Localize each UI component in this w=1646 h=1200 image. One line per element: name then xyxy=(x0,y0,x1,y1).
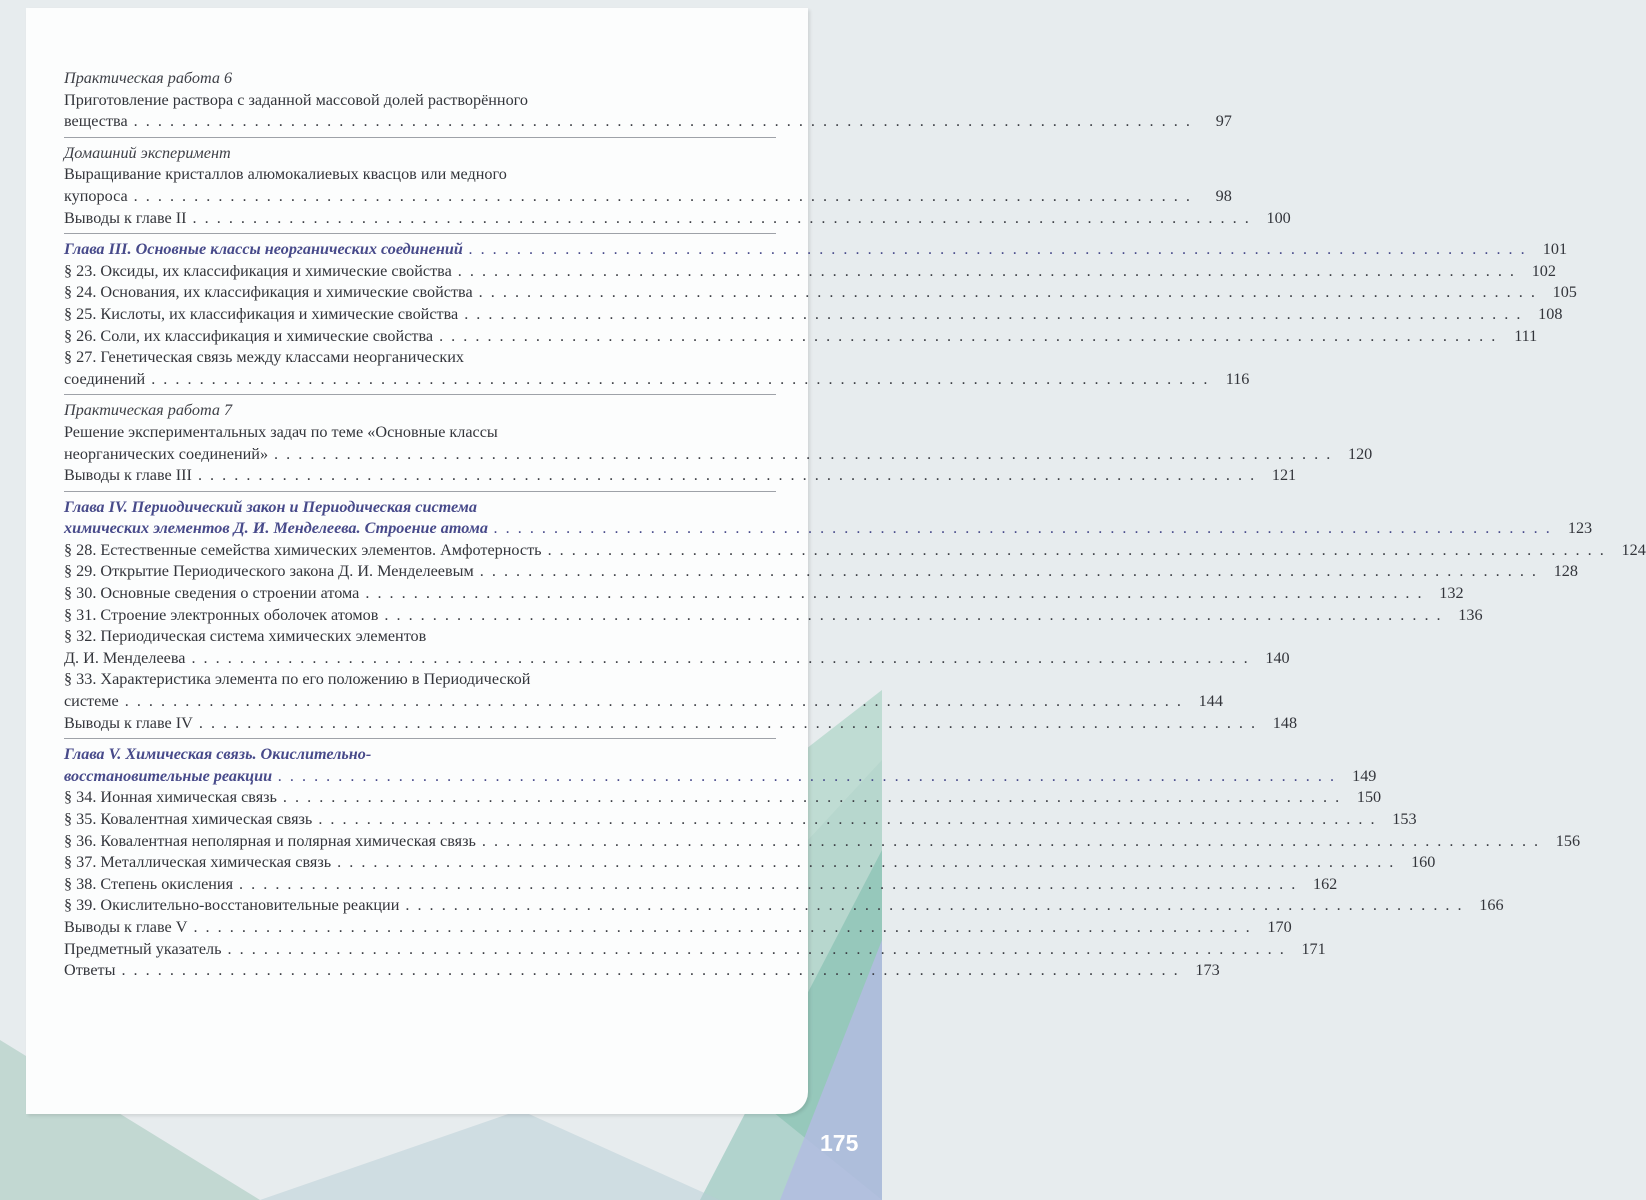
dot-leader: . . . . . . . . . . . . . . . . . . . . . . . . . . . . . . . . . . . . . . . . . . . . . . . . . . . . . . . . . . . . . . . . . . . . . . . . . . . . . . . . . . . . . . . . xyxy=(197,466,1257,485)
toc-section-31 xyxy=(64,605,1483,627)
divider xyxy=(64,137,776,138)
chapter-title-line: восстановительные реакции xyxy=(64,766,273,785)
toc-entry-answers xyxy=(64,960,1220,982)
toc-entry-title: § 24. Основания, их классификация и химические свойства xyxy=(64,283,473,302)
toc-section-30 xyxy=(64,583,1464,605)
toc-entry-title: § 31. Строение электронных оболочек атомов xyxy=(64,605,379,624)
toc-section-38 xyxy=(64,874,1338,896)
toc-entry-title: Ответы xyxy=(64,961,116,980)
page-ref: 128 xyxy=(1553,562,1578,581)
toc-entry-title: § 35. Ковалентная химическая связь xyxy=(64,810,313,828)
toc-heading-practical-7: Практическая работа 7 xyxy=(64,401,233,420)
toc-entry-title: § 26. Соли, их классификация и химические свойства xyxy=(64,326,434,345)
page-ref: 166 xyxy=(1479,896,1504,915)
page-ref: 149 xyxy=(1352,766,1377,785)
page-ref: 108 xyxy=(1538,304,1563,323)
page-ref: 120 xyxy=(1347,444,1373,463)
toc-entry-title: Выводы к главе III xyxy=(64,466,192,485)
toc-entry-title: § 37. Металлическая химическая связь xyxy=(64,853,332,872)
toc-entry-line: § 27. Генетическая связь между классами неорганических xyxy=(64,348,464,367)
page-ref: 102 xyxy=(1531,261,1556,280)
toc-heading-practical-6: Практическая работа 6 xyxy=(64,69,233,87)
toc-entry-chapter-5-summary xyxy=(64,917,1292,939)
page-ref: 111 xyxy=(1514,326,1538,345)
page-ref: 140 xyxy=(1265,648,1290,667)
toc-entry-title: Выводы к главе IV xyxy=(64,713,193,732)
dot-leader: . . . . . . . . . . . . . . . . . . . . . . . . . . . . . . . . . . . . . . . . . . . . . . . . . . . . . . . . . . . . . . . . . . . . . . . . . . . . . . . . . . . . . . . . xyxy=(278,766,1337,785)
page-ref: 144 xyxy=(1198,692,1223,711)
dot-leader: . . . . . . . . . . . . . . . . . . . . . . . . . . . . . . . . . . . . . . . . . . . . . . . . . . . . . . . . . . . . . . . . . . . . . . . . . . . . . . . . . . . . . . . . xyxy=(198,713,1258,732)
toc-chapter-5 xyxy=(64,744,1377,787)
table-of-contents xyxy=(64,68,1646,982)
toc-section-26 xyxy=(64,326,1538,348)
page-ref: 156 xyxy=(1555,831,1581,850)
chapter-title: Глава III. Основные классы неорганических соединений xyxy=(64,240,463,259)
toc-entry-practical-6 xyxy=(64,90,1232,133)
toc-chapter-4 xyxy=(64,497,1593,540)
page-ref: 132 xyxy=(1439,584,1464,603)
toc-entry-line: вещества xyxy=(64,112,128,131)
divider xyxy=(64,738,776,739)
toc-entry-title: § 23. Оксиды, их классификация и химические свойства xyxy=(64,261,452,280)
dot-leader: . . . . . . . . . . . . . . . . . . . . . . . . . . . . . . . . . . . . . . . . . . . . . . . . . . . . . . . . . . . . . . . . . . . . . . . . . . . . . . . . . . . . . . . . xyxy=(337,853,1396,872)
dot-leader: . . . . . . . . . . . . . . . . . . . . . . . . . . . . . . . . . . . . . . . . . . . . . . . . . . . . . . . . . . . . . . . . . . . . . . . . . . . . . . . . . . . . . . . . xyxy=(239,874,1298,893)
dot-leader: . . . . . . . . . . . . . . . . . . . . . . . . . . . . . . . . . . . . . . . . . . . . . . . . . . . . . . . . . . . . . . . . . . . . . . . . . . . . . . . . . . . . . . . . xyxy=(384,605,1443,624)
toc-section-29 xyxy=(64,561,1578,583)
dot-leader: . . . . . . . . . . . . . . . . . . . . . . . . . . . . . . . . . . . . . . . . . . . . . . . . . . . . . . . . . . . . . . . . . . . . . . . . . . . . . . . . . . . . . . . . xyxy=(282,788,1342,807)
toc-section-27 xyxy=(64,347,1250,390)
toc-entry-line: неорганических соединений» xyxy=(64,444,269,463)
toc-entry-title: § 29. Открытие Периодического закона Д. И. Менделеевым xyxy=(64,562,474,581)
dot-leader: . . . . . . . . . . . . . . . . . . . . . . . . . . . . . . . . . . . . . . . . . . . . . . . . . . . . . . . . . . . . . . . . . . . . . . . . . . . . . . . . . . . . . . . . xyxy=(479,562,1538,581)
dot-leader: . . . . . . . . . . . . . . . . . . . . . . . . . . . . . . . . . . . . . . . . . . . . . . . . . . . . . . . . . . . . . . . . . . . . . . . . . . . . . . . . . . . . . . . . xyxy=(191,648,1250,667)
dot-leader: . . . . . . . . . . . . . . . . . . . . . . . . . . . . . . . . . . . . . . . . . . . . . . . . . . . . . . . . . . . . . . . . . . . . . . . . . . . . . . . . . . . . . . . . xyxy=(124,692,1183,711)
dot-leader: . . . . . . . . . . . . . . . . . . . . . . . . . . . . . . . . . . . . . . . . . . . . . . . . . . . . . . . . . . . . . . . . . . . . . . . . . . . . . . . . . . . . . . . . xyxy=(133,112,1192,131)
toc-entry-title: Предметный указатель xyxy=(64,939,222,958)
toc-entry-line: Д. И. Менделеева xyxy=(64,648,186,667)
page-ref: 123 xyxy=(1567,519,1593,538)
page-ref: 162 xyxy=(1312,874,1338,893)
toc-entry-title: § 38. Степень окисления xyxy=(64,874,234,893)
page-ref: 124 xyxy=(1621,540,1646,559)
dot-leader: . . . . . . . . . . . . . . . . . . . . . . . . . . . . . . . . . . . . . . . . . . . . . . . . . . . . . . . . . . . . . . . . . . . . . . . . . . . . . . . . . . . . . . . . xyxy=(274,444,1333,463)
toc-entry-title: § 36. Ковалентная неполярная и полярная химическая связь xyxy=(64,831,476,850)
page-ref: 121 xyxy=(1271,466,1297,485)
toc-section-35 xyxy=(64,809,1417,831)
page-ref: 148 xyxy=(1272,713,1298,732)
page-ref: 173 xyxy=(1195,961,1220,980)
dot-leader: . . . . . . . . . . . . . . . . . . . . . . . . . . . . . . . . . . . . . . . . . . . . . . . . . . . . . . . . . . . . . . . . . . . . . . . . . . . . . . . . . . . . . . . . xyxy=(227,939,1286,958)
toc-entry-subject-index xyxy=(64,939,1326,961)
toc-entry-title: § 25. Кислоты, их классификация и химические свойства xyxy=(64,304,459,323)
toc-section-39 xyxy=(64,895,1504,917)
toc-section-36 xyxy=(64,831,1581,853)
toc-section-34 xyxy=(64,787,1382,809)
page-ref: 97 xyxy=(1215,112,1232,131)
dot-leader: . . . . . . . . . . . . . . . . . . . . . . . . . . . . . . . . . . . . . . . . . . . . . . . . . . . . . . . . . . . . . . . . . . . . . . . . . . . . . . . . . . . . . . . . xyxy=(193,917,1252,936)
toc-entry-chapter-4-summary xyxy=(64,713,1298,735)
toc-section-24 xyxy=(64,282,1577,304)
page-ref: 150 xyxy=(1356,788,1382,807)
dot-leader: . . . . . . . . . . . . . . . . . . . . . . . . . . . . . . . . . . . . . . . . . . . . . . . . . . . . . . . . . . . . . . . . . . . . . . . . . . . . . . . . . . . . . . . . xyxy=(192,208,1251,227)
page-ref: 105 xyxy=(1552,283,1577,302)
toc-entry-title: § 28. Естественные семейства химических элементов. Амфотерность xyxy=(64,540,542,559)
dot-leader: . . . . . . . . . . . . . . . . . . . . . . . . . . . . . . . . . . . . . . . . . . . . . . . . . . . . . . . . . . . . . . . . . . . . . . . . . . . . . . . . . . . . . . . . xyxy=(481,831,1541,850)
chapter-title-line: химических элементов Д. И. Менделеева. Строение атома xyxy=(64,519,488,538)
dot-leader: . . . . . . . . . . . . . . . . . . . . . . . . . . . . . . . . . . . . . . . . . . . . . . . . . . . . . . . . . . . . . . . . . . . . . . . . . . . . . . . . . . . . . . . . xyxy=(493,519,1553,538)
page-ref: 116 xyxy=(1225,369,1250,388)
page-ref: 101 xyxy=(1542,240,1568,259)
page-ref: 170 xyxy=(1267,917,1292,936)
page-ref: 160 xyxy=(1411,853,1436,872)
toc-entry-chapter-3-summary xyxy=(64,465,1297,487)
dot-leader: . . . . . . . . . . . . . . . . . . . . . . . . . . . . . . . . . . . . . . . . . . . . . . . . . . . . . . . . . . . . . . . . . . . . . . . . . . . . . . . . . . . . . . . . xyxy=(468,240,1528,259)
toc-entry-line: § 33. Характеристика элемента по его положению в Периодической xyxy=(64,670,531,689)
toc-entry-line: Приготовление раствора с заданной массовой долей растворённого xyxy=(64,90,529,109)
toc-section-37 xyxy=(64,852,1436,874)
toc-entry-title: § 34. Ионная химическая связь xyxy=(64,788,277,807)
toc-entry-line: Выращивание кристаллов алюмокалиевых квасцов или медного xyxy=(64,165,507,184)
toc-section-33 xyxy=(64,669,1223,712)
toc-entry-title: Выводы к главе V xyxy=(64,917,188,936)
dot-leader: . . . . . . . . . . . . . . . . . . . . . . . . . . . . . . . . . . . . . . . . . . . . . . . . . . . . . . . . . . . . . . . . . . . . . . . . . . . . . . . . . . . . . . . . xyxy=(151,369,1210,388)
divider xyxy=(64,491,776,492)
divider xyxy=(64,394,776,395)
dot-leader: . . . . . . . . . . . . . . . . . . . . . . . . . . . . . . . . . . . . . . . . . . . . . . . . . . . . . . . . . . . . . . . . . . . . . . . . . . . . . . . . . . . . . . . . xyxy=(547,540,1606,559)
dot-leader: . . . . . . . . . . . . . . . . . . . . . . . . . . . . . . . . . . . . . . . . . . . . . . . . . . . . . . . . . . . . . . . . . . . . . . . . . . . . . . . . . . . . . . . . xyxy=(133,186,1192,205)
toc-entry-line: § 32. Периодическая система химических элементов xyxy=(64,627,427,646)
toc-section-28 xyxy=(64,540,1646,562)
dot-leader: . . . . . . . . . . . . . . . . . . . . . . . . . . . . . . . . . . . . . . . . . . . . . . . . . . . . . . . . . . . . . . . . . . . . . . . . . . . . . . . . . . . . . . . . xyxy=(457,261,1516,280)
page-ref: 171 xyxy=(1301,939,1326,958)
dot-leader: . . . . . . . . . . . . . . . . . . . . . . . . . . . . . . . . . . . . . . . . . . . . . . . . . . . . . . . . . . . . . . . . . . . . . . . . . . . . . . . . . . . . . . . . xyxy=(464,304,1523,323)
toc-section-32 xyxy=(64,626,1290,669)
toc-entry-title: § 39. Окислительно-восстановительные реакции xyxy=(64,896,400,915)
toc-entry-home-experiment xyxy=(64,164,1232,207)
toc-entry-title: Выводы к главе II xyxy=(64,208,187,227)
chapter-title-line: Глава IV. Периодический закон и Периодическая система xyxy=(64,497,477,516)
page-ref: 100 xyxy=(1266,208,1291,227)
toc-entry-line: системе xyxy=(64,692,119,711)
toc-entry-chapter-2-summary xyxy=(64,208,1291,230)
dot-leader: . . . . . . . . . . . . . . . . . . . . . . . . . . . . . . . . . . . . . . . . . . . . . . . . . . . . . . . . . . . . . . . . . . . . . . . . . . . . . . . . . . . . . . . . xyxy=(478,283,1537,302)
toc-entry-line: Решение экспериментальных задач по теме «Основные классы xyxy=(64,422,498,441)
chapter-title-line: Глава V. Химическая связь. Окислительно- xyxy=(64,745,372,764)
divider xyxy=(64,233,776,234)
toc-heading-home-experiment: Домашний эксперимент xyxy=(64,143,231,162)
dot-leader: . . . . . . . . . . . . . . . . . . . . . . . . . . . . . . . . . . . . . . . . . . . . . . . . . . . . . . . . . . . . . . . . . . . . . . . . . . . . . . . . . . . . . . . . xyxy=(365,584,1424,603)
toc-entry-practical-7 xyxy=(64,422,1373,465)
dot-leader: . . . . . . . . . . . . . . . . . . . . . . . . . . . . . . . . . . . . . . . . . . . . . . . . . . . . . . . . . . . . . . . . . . . . . . . . . . . . . . . . . . . . . . . . xyxy=(121,961,1180,980)
toc-entry-line: соединений xyxy=(64,369,146,388)
toc-entry-title: § 30. Основные сведения о строении атома xyxy=(64,584,360,603)
page-number: 175 xyxy=(820,1130,859,1156)
dot-leader: . . . . . . . . . . . . . . . . . . . . . . . . . . . . . . . . . . . . . . . . . . . . . . . . . . . . . . . . . . . . . . . . . . . . . . . . . . . . . . . . . . . . . . . . xyxy=(318,810,1377,828)
dot-leader: . . . . . . . . . . . . . . . . . . . . . . . . . . . . . . . . . . . . . . . . . . . . . . . . . . . . . . . . . . . . . . . . . . . . . . . . . . . . . . . . . . . . . . . . xyxy=(405,896,1464,915)
facet-bottom-mid xyxy=(260,1110,720,1200)
toc-section-23 xyxy=(64,261,1556,283)
page-ref: 153 xyxy=(1392,810,1417,828)
toc-entry-line: купороса xyxy=(64,186,128,205)
page-ref: 98 xyxy=(1215,186,1232,205)
dot-leader: . . . . . . . . . . . . . . . . . . . . . . . . . . . . . . . . . . . . . . . . . . . . . . . . . . . . . . . . . . . . . . . . . . . . . . . . . . . . . . . . . . . . . . . . xyxy=(439,326,1498,345)
toc-section-25 xyxy=(64,304,1563,326)
toc-chapter-3 xyxy=(64,239,1568,261)
page-ref: 136 xyxy=(1458,605,1483,624)
